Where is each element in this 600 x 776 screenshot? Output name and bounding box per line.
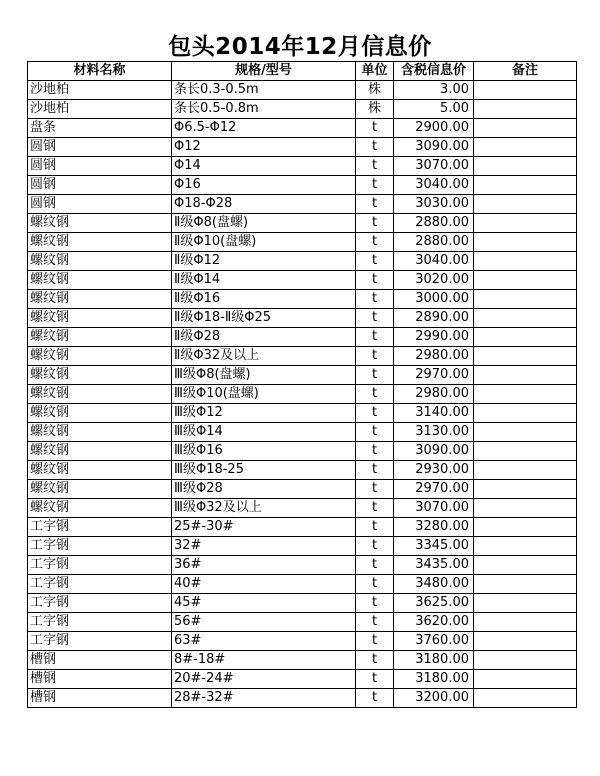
cell-note	[474, 575, 577, 594]
cell-note	[474, 423, 577, 442]
cell-unit: t	[356, 613, 394, 632]
cell-note	[474, 81, 577, 100]
cell-note	[474, 632, 577, 651]
cell-unit: t	[356, 537, 394, 556]
cell-note	[474, 309, 577, 328]
cell-price: 3.00	[394, 81, 474, 100]
cell-price: 3435.00	[394, 556, 474, 575]
cell-price: 3070.00	[394, 499, 474, 518]
table-row	[28, 271, 577, 290]
table-row	[28, 423, 577, 442]
table-row	[28, 461, 577, 480]
cell-price: 3345.00	[394, 537, 474, 556]
cell-unit: t	[356, 271, 394, 290]
cell-spec: 56#	[172, 613, 356, 632]
cell-name: 螺纹钢	[28, 252, 172, 271]
cell-price: 3040.00	[394, 252, 474, 271]
cell-name: 工字钢	[28, 556, 172, 575]
cell-price: 3140.00	[394, 404, 474, 423]
cell-name: 螺纹钢	[28, 385, 172, 404]
cell-name: 沙地柏	[28, 100, 172, 119]
cell-unit: t	[356, 670, 394, 689]
cell-spec: Φ14	[172, 157, 356, 176]
cell-spec: Ⅱ级Φ14	[172, 271, 356, 290]
cell-unit: t	[356, 233, 394, 252]
cell-price: 3130.00	[394, 423, 474, 442]
table-body	[28, 81, 577, 708]
cell-note	[474, 366, 577, 385]
cell-price: 3070.00	[394, 157, 474, 176]
cell-name: 螺纹钢	[28, 309, 172, 328]
cell-spec: Ⅲ级Φ16	[172, 442, 356, 461]
cell-note	[474, 442, 577, 461]
cell-note	[474, 328, 577, 347]
cell-spec: 25#-30#	[172, 518, 356, 537]
cell-unit: t	[356, 176, 394, 195]
table-row	[28, 594, 577, 613]
table-row	[28, 176, 577, 195]
cell-unit: t	[356, 632, 394, 651]
cell-note	[474, 176, 577, 195]
cell-name: 螺纹钢	[28, 290, 172, 309]
table-row	[28, 290, 577, 309]
cell-note	[474, 347, 577, 366]
table-row	[28, 157, 577, 176]
cell-price: 3625.00	[394, 594, 474, 613]
cell-spec: Φ16	[172, 176, 356, 195]
cell-name: 槽钢	[28, 689, 172, 708]
table-row	[28, 404, 577, 423]
cell-price: 2880.00	[394, 233, 474, 252]
cell-name: 工字钢	[28, 518, 172, 537]
cell-unit: t	[356, 499, 394, 518]
cell-unit: t	[356, 347, 394, 366]
cell-name: 螺纹钢	[28, 499, 172, 518]
cell-note	[474, 195, 577, 214]
cell-unit: 株	[356, 81, 394, 100]
table-row	[28, 233, 577, 252]
cell-price: 3030.00	[394, 195, 474, 214]
cell-spec: Ⅲ级Φ12	[172, 404, 356, 423]
table-row	[28, 195, 577, 214]
table-row	[28, 518, 577, 537]
cell-note	[474, 404, 577, 423]
cell-price: 3180.00	[394, 670, 474, 689]
cell-name: 工字钢	[28, 537, 172, 556]
cell-price: 2970.00	[394, 480, 474, 499]
cell-unit: t	[356, 157, 394, 176]
table-row	[28, 100, 577, 119]
cell-unit: t	[356, 385, 394, 404]
table-row	[28, 81, 577, 100]
cell-spec: 63#	[172, 632, 356, 651]
cell-note	[474, 100, 577, 119]
table-header-row	[28, 62, 577, 81]
cell-price: 2880.00	[394, 214, 474, 233]
cell-price: 2980.00	[394, 385, 474, 404]
cell-spec: Ⅲ级Φ32及以上	[172, 499, 356, 518]
cell-name: 圆钢	[28, 195, 172, 214]
cell-price: 2900.00	[394, 119, 474, 138]
cell-unit: t	[356, 309, 394, 328]
header-price: 含税信息价	[394, 62, 474, 81]
cell-unit: t	[356, 252, 394, 271]
cell-name: 螺纹钢	[28, 233, 172, 252]
cell-name: 工字钢	[28, 594, 172, 613]
cell-note	[474, 556, 577, 575]
cell-unit: t	[356, 195, 394, 214]
cell-spec: 28#-32#	[172, 689, 356, 708]
cell-spec: 32#	[172, 537, 356, 556]
price-table	[27, 61, 577, 708]
cell-price: 2990.00	[394, 328, 474, 347]
cell-price: 3000.00	[394, 290, 474, 309]
cell-spec: 8#-18#	[172, 651, 356, 670]
table-row	[28, 385, 577, 404]
cell-price: 3040.00	[394, 176, 474, 195]
table-row	[28, 442, 577, 461]
table-row	[28, 309, 577, 328]
cell-unit: t	[356, 290, 394, 309]
cell-spec: Ⅲ级Φ18-25	[172, 461, 356, 480]
cell-unit: t	[356, 404, 394, 423]
cell-unit: t	[356, 556, 394, 575]
cell-note	[474, 252, 577, 271]
table-row	[28, 252, 577, 271]
cell-spec: 条长0.5-0.8m	[172, 100, 356, 119]
table-row	[28, 366, 577, 385]
cell-name: 螺纹钢	[28, 461, 172, 480]
cell-note	[474, 518, 577, 537]
cell-note	[474, 594, 577, 613]
cell-note	[474, 461, 577, 480]
cell-note	[474, 670, 577, 689]
cell-note	[474, 157, 577, 176]
cell-name: 工字钢	[28, 613, 172, 632]
cell-spec: 40#	[172, 575, 356, 594]
cell-unit: t	[356, 328, 394, 347]
cell-unit: t	[356, 366, 394, 385]
cell-spec: Ⅲ级Φ8(盘螺)	[172, 366, 356, 385]
cell-name: 螺纹钢	[28, 214, 172, 233]
cell-name: 沙地柏	[28, 81, 172, 100]
cell-name: 盘条	[28, 119, 172, 138]
cell-price: 2890.00	[394, 309, 474, 328]
cell-price: 3180.00	[394, 651, 474, 670]
table-row	[28, 347, 577, 366]
cell-note	[474, 214, 577, 233]
cell-unit: t	[356, 480, 394, 499]
cell-price: 5.00	[394, 100, 474, 119]
cell-unit: t	[356, 423, 394, 442]
cell-spec: 20#-24#	[172, 670, 356, 689]
cell-unit: t	[356, 461, 394, 480]
cell-note	[474, 119, 577, 138]
cell-note	[474, 480, 577, 499]
cell-spec: 36#	[172, 556, 356, 575]
cell-name: 螺纹钢	[28, 328, 172, 347]
cell-price: 3200.00	[394, 689, 474, 708]
cell-name: 圆钢	[28, 157, 172, 176]
cell-spec: Ⅱ级Φ32及以上	[172, 347, 356, 366]
cell-spec: Ⅲ级Φ28	[172, 480, 356, 499]
cell-price: 3020.00	[394, 271, 474, 290]
table-row	[28, 328, 577, 347]
header-name: 材料名称	[28, 62, 172, 81]
cell-spec: Ⅱ级Φ16	[172, 290, 356, 309]
table-row	[28, 670, 577, 689]
header-unit: 单位	[356, 62, 394, 81]
cell-unit: t	[356, 138, 394, 157]
cell-spec: Ⅱ级Φ18-Ⅱ级Φ25	[172, 309, 356, 328]
table-row	[28, 613, 577, 632]
cell-unit: t	[356, 594, 394, 613]
table-row	[28, 119, 577, 138]
cell-note	[474, 651, 577, 670]
cell-unit: t	[356, 651, 394, 670]
cell-spec: 45#	[172, 594, 356, 613]
cell-spec: Ⅱ级Φ28	[172, 328, 356, 347]
cell-price: 3090.00	[394, 442, 474, 461]
cell-note	[474, 537, 577, 556]
cell-note	[474, 613, 577, 632]
cell-name: 圆钢	[28, 138, 172, 157]
cell-name: 工字钢	[28, 632, 172, 651]
cell-spec: Ⅲ级Φ14	[172, 423, 356, 442]
cell-price: 2970.00	[394, 366, 474, 385]
cell-price: 3280.00	[394, 518, 474, 537]
cell-unit: t	[356, 442, 394, 461]
cell-unit: t	[356, 689, 394, 708]
cell-name: 螺纹钢	[28, 404, 172, 423]
cell-note	[474, 138, 577, 157]
cell-name: 槽钢	[28, 670, 172, 689]
cell-spec: Φ18-Φ28	[172, 195, 356, 214]
table-row	[28, 480, 577, 499]
table-row	[28, 214, 577, 233]
header-spec: 规格/型号	[172, 62, 356, 81]
cell-note	[474, 233, 577, 252]
cell-spec: Ⅱ级Φ8(盘螺)	[172, 214, 356, 233]
table-row	[28, 651, 577, 670]
header-note: 备注	[474, 62, 577, 81]
cell-name: 螺纹钢	[28, 366, 172, 385]
cell-spec: Ⅱ级Φ10(盘螺)	[172, 233, 356, 252]
cell-unit: t	[356, 119, 394, 138]
cell-name: 螺纹钢	[28, 442, 172, 461]
table-row	[28, 537, 577, 556]
cell-name: 螺纹钢	[28, 423, 172, 442]
cell-unit: t	[356, 575, 394, 594]
cell-name: 螺纹钢	[28, 480, 172, 499]
cell-note	[474, 689, 577, 708]
cell-price: 3760.00	[394, 632, 474, 651]
table-row	[28, 632, 577, 651]
cell-name: 槽钢	[28, 651, 172, 670]
cell-spec: Φ12	[172, 138, 356, 157]
cell-note	[474, 271, 577, 290]
cell-price: 3480.00	[394, 575, 474, 594]
table-row	[28, 575, 577, 594]
cell-name: 圆钢	[28, 176, 172, 195]
page-title: 包头2014年12月信息价	[168, 34, 432, 60]
table-row	[28, 138, 577, 157]
cell-spec: Φ6.5-Φ12	[172, 119, 356, 138]
table-row	[28, 499, 577, 518]
cell-spec: Ⅲ级Φ10(盘螺)	[172, 385, 356, 404]
cell-price: 3090.00	[394, 138, 474, 157]
cell-note	[474, 385, 577, 404]
cell-price: 2930.00	[394, 461, 474, 480]
cell-note	[474, 290, 577, 309]
cell-spec: Ⅱ级Φ12	[172, 252, 356, 271]
cell-unit: t	[356, 518, 394, 537]
cell-unit: 株	[356, 100, 394, 119]
cell-price: 3620.00	[394, 613, 474, 632]
cell-price: 2980.00	[394, 347, 474, 366]
cell-unit: t	[356, 214, 394, 233]
table-row	[28, 556, 577, 575]
cell-name: 螺纹钢	[28, 271, 172, 290]
table-row	[28, 689, 577, 708]
cell-name: 工字钢	[28, 575, 172, 594]
cell-note	[474, 499, 577, 518]
cell-name: 螺纹钢	[28, 347, 172, 366]
cell-spec: 条长0.3-0.5m	[172, 81, 356, 100]
